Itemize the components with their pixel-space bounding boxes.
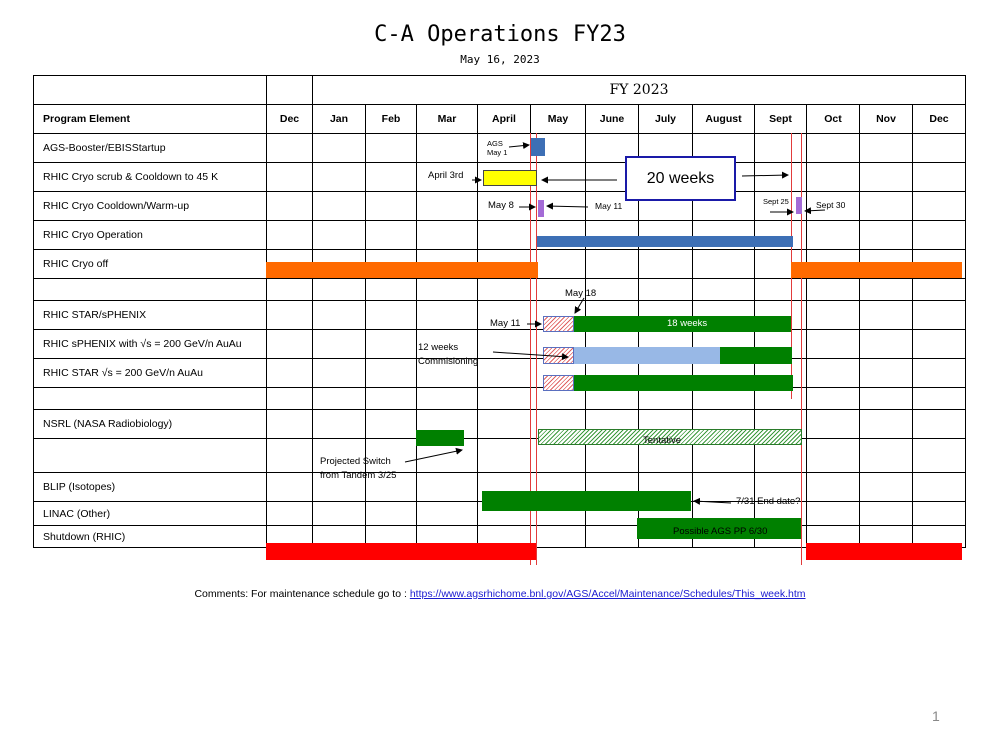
month-header: June [586,105,639,134]
page-date: May 16, 2023 [460,53,540,66]
program-element-header: Program Element [34,105,267,134]
linac-note: Possible AGS PP 6/30 [673,526,768,537]
month-header: Dec [913,105,966,134]
commissioning-note-line1: 12 weeks [418,342,459,353]
month-header: Sept [755,105,807,134]
row-label: Shutdown (RHIC) [34,526,267,548]
eighteen-weeks-note: 18 weeks [667,318,708,329]
month-header: May [531,105,586,134]
row-label: RHIC STAR √s = 200 GeV/n AuAu [34,359,267,388]
arrow-blip-end [694,501,731,503]
fiscal-year-header: FY 2023 [313,76,966,105]
row-label: RHIC Cryo Operation [34,221,267,250]
projected-switch-note-line1: Projected Switch [320,456,391,467]
month-header: Mar [417,105,478,134]
row-label: RHIC Cryo off [34,250,267,279]
may11-note: May 11 [595,201,623,211]
arrow-20weeks-right [742,175,788,176]
arrow-projected-switch [405,450,462,462]
arrow-sept30 [805,210,825,211]
month-header: Oct [807,105,860,134]
arrow-ags-may1 [509,145,529,147]
month-header: Jan [313,105,366,134]
tentative-note: Tentative [643,435,682,446]
may8-note: May 8 [488,200,514,211]
page-number: 1 [932,708,940,724]
sept25-note: Sept 25 [763,197,789,206]
comments-prefix: Comments: For maintenance schedule go to : [194,588,407,600]
row-label: BLIP (Isotopes) [34,473,267,502]
comments-line [0,588,1000,600]
arrow-commissioning [493,352,568,357]
projected-switch-note-line2: from Tandem 3/25 [320,470,397,481]
row-label: RHIC Cryo Cooldown/Warm-up [34,192,267,221]
april3-note: April 3rd [428,170,464,181]
row-label: RHIC Cryo scrub & Cooldown to 45 K [34,163,267,192]
row-label: LINAC (Other) [34,502,267,526]
row-label: RHIC sPHENIX with √s = 200 GeV/n AuAu [34,330,267,359]
row-label: RHIC STAR/sPHENIX [34,301,267,330]
row-label: NSRL (NASA Radiobiology) [34,410,267,439]
may18-note: May 18 [565,288,597,299]
month-header: Feb [366,105,417,134]
month-header: July [639,105,693,134]
blip-end-note: 7/31 End date? [736,496,801,507]
may11-star-note: May 11 [490,318,521,329]
row-label: AGS-Booster/EBISStartup [34,134,267,163]
arrow-may18 [575,298,584,313]
month-header: Nov [860,105,913,134]
maintenance-schedule-link[interactable]: https://www.agsrhichome.bnl.gov/AGS/Accel/Maintenance/Schedules/This_week.htm [409,588,806,600]
ags-may1-note: AGS May 1 [487,139,508,157]
twenty-weeks-callout: 20 weeks [625,156,736,201]
month-header: April [478,105,531,134]
month-header: Dec [267,105,313,134]
sept30-note: Sept 30 [816,200,846,210]
page-title: C-A Operations FY23 [374,22,626,47]
month-header: August [693,105,755,134]
commissioning-note-line2: Commisioning [418,356,479,367]
arrow-may11-a [547,206,588,207]
